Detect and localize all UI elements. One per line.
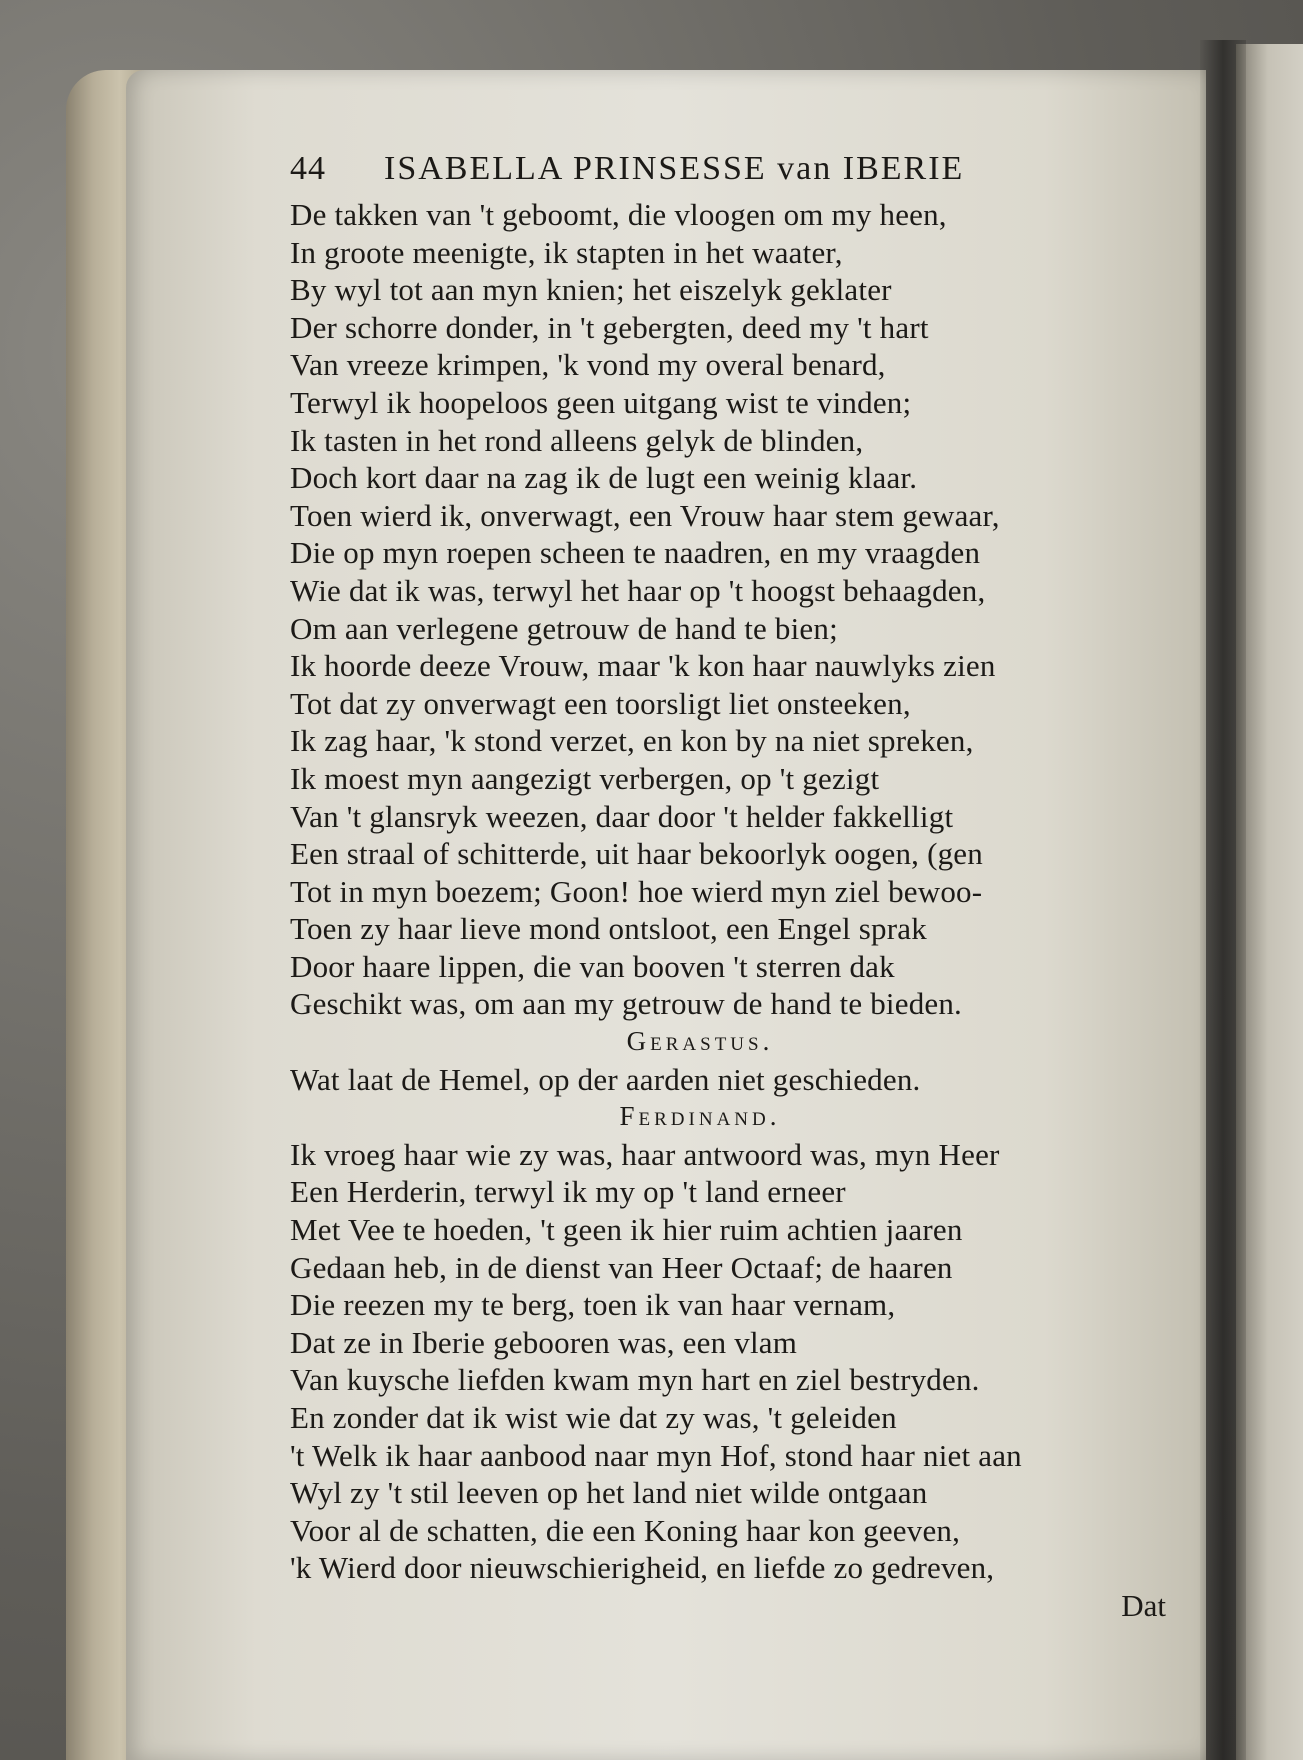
verse-line: Wat laat de Hemel, op der aarden niet geschieden.: [290, 1061, 921, 1097]
verse-line: Geschikt was, om aan my getrouw de hand te bieden.: [290, 986, 963, 1022]
verse-line: Dat ze in Iberie gebooren was, een vlam: [290, 1324, 798, 1360]
running-title: ISABELLA PRINSESSE van IBERIE: [384, 150, 965, 187]
verse-line: Ik tasten in het rond alleens gelyk de blinden,: [290, 422, 864, 458]
verse-line: Terwyl ik hoopeloos geen uitgang wist te vinden;: [290, 384, 912, 420]
verse-line: Toen zy haar lieve mond ontsloot, een Engel sprak: [290, 911, 927, 947]
verse-line: Ik hoorde deeze Vrouw, maar 'k kon haar nauwlyks zien: [290, 648, 996, 684]
verse-line: Tot dat zy onverwagt een toorsligt liet onsteeken,: [290, 685, 911, 721]
speaker-gerastus: Gerastus.: [626, 1026, 774, 1057]
page-text: [290, 150, 1170, 1625]
verse-line: Wie dat ik was, terwyl het haar op 't hoogst behaagden,: [290, 572, 986, 608]
verse-line: Die op myn roepen scheen te naadren, en my vraagden: [290, 535, 981, 571]
verse-line: Ik vroeg haar wie zy was, haar antwoord was, myn Heer: [290, 1136, 1000, 1172]
verse-line: Gedaan heb, in de dienst van Heer Octaaf; de haaren: [290, 1249, 953, 1285]
verse-line: Om aan verlegene getrouw de hand te bien;: [290, 610, 838, 646]
verse-line: Ik zag haar, 'k stond verzet, en kon by na niet spreken,: [290, 723, 974, 759]
verse-line: De takken van 't geboomt, die vloogen om my heen,: [290, 197, 947, 232]
verse-line: Met Vee te hoeden, 't geen ik hier ruim achtien jaaren: [290, 1212, 963, 1248]
verse-line: Van 't glansryk weezen, daar door 't helder fakkelligt: [290, 798, 954, 834]
verse-line: 't Welk ik haar aanbood naar myn Hof, stond haar niet aan: [290, 1437, 1022, 1473]
verse-line: By wyl tot aan myn knien; het eiszelyk geklater: [290, 272, 892, 308]
verse-line: Tot in myn boezem; Goon! hoe wierd myn ziel bewoo-: [290, 873, 983, 909]
verse-line: Een straal of schitterde, uit haar bekoorlyk oogen, (gen: [290, 836, 983, 872]
verse-line: Doch kort daar na zag ik de lugt een weinig klaar.: [290, 460, 918, 496]
verse-line: Toen wierd ik, onverwagt, een Vrouw haar stem gewaar,: [290, 497, 1000, 533]
verse-line: Voor al de schatten, die een Koning haar kon geeven,: [290, 1512, 961, 1548]
verse-line: Een Herderin, terwyl ik my op 't land erneer: [290, 1174, 846, 1210]
page-header: [290, 150, 1170, 196]
speaker-ferdinand: Ferdinand.: [619, 1101, 781, 1132]
verse-line: In groote meenigte, ik stapten in het waater,: [290, 234, 843, 270]
book-gutter: [1200, 40, 1246, 1760]
verse-line: Van kuysche liefden kwam myn hart en ziel bestryden.: [290, 1362, 980, 1398]
verse-line: 'k Wierd door nieuwschierigheid, en liefde zo gedreven,: [290, 1550, 995, 1586]
facing-page-edge: [1236, 44, 1303, 1760]
verse-line: Die reezen my te berg, toen ik van haar vernam,: [290, 1287, 896, 1323]
verse-line: Van vreeze krimpen, 'k vond my overal benard,: [290, 347, 886, 383]
verse-block-2: [290, 1136, 1170, 1587]
verse-line: Door haare lippen, die van booven 't sterren dak: [290, 948, 895, 984]
verse-line: Wyl zy 't stil leeven op het land niet wilde ontgaan: [290, 1475, 928, 1511]
verse-line: Der schorre donder, in 't gebergten, deed my 't hart: [290, 309, 929, 345]
verse-line: En zonder dat ik wist wie dat zy was, 't geleiden: [290, 1400, 897, 1435]
verse-block-1: [290, 196, 1170, 1023]
catchword: Dat: [1121, 1587, 1166, 1623]
page-number: 44: [290, 150, 326, 187]
verse-line: Ik moest myn aangezigt verbergen, op 't gezigt: [290, 760, 880, 796]
